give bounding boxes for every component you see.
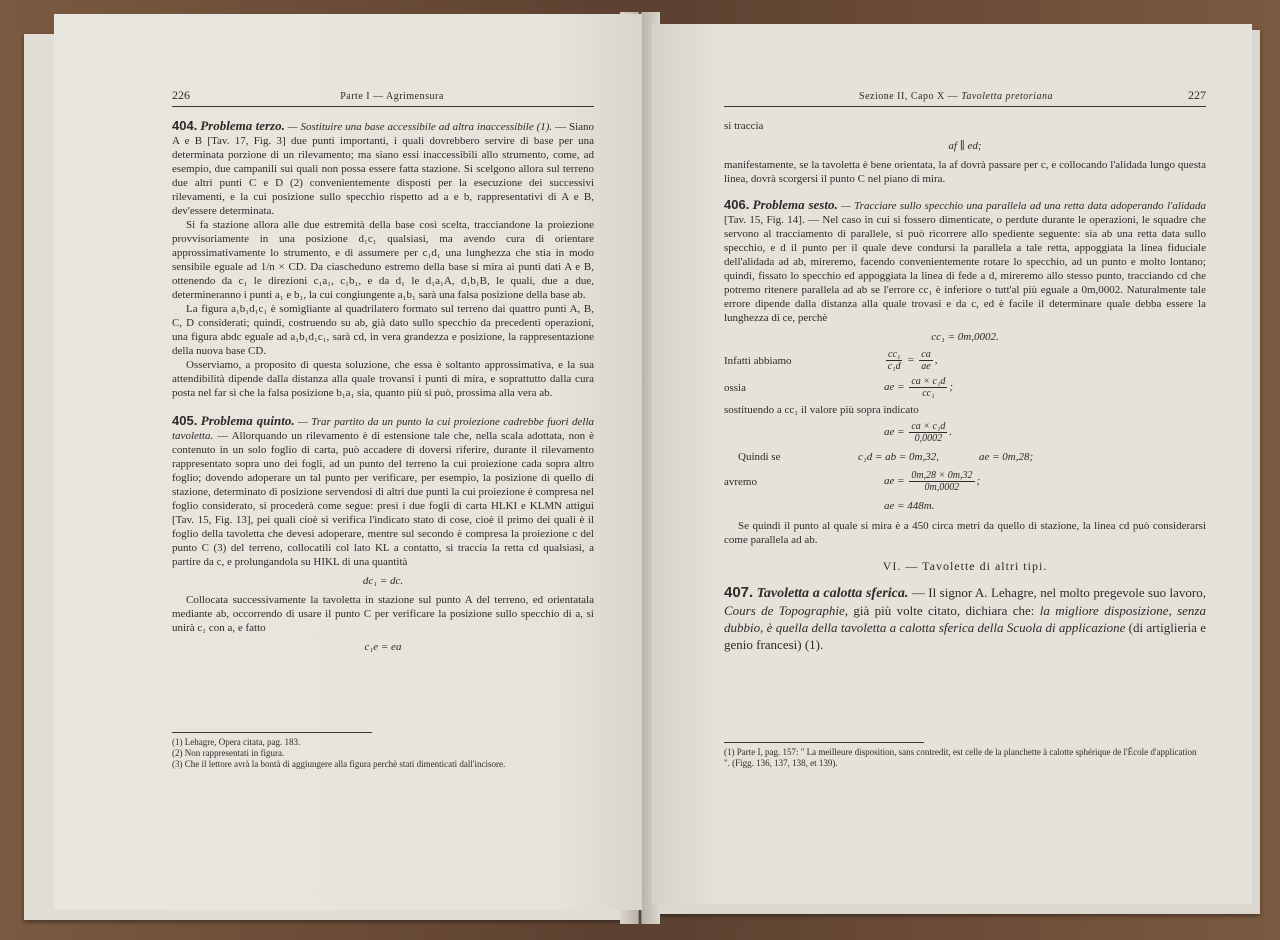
formula-dc1: dc₁ = dc. (362, 575, 404, 587)
section-407-block (724, 584, 1206, 653)
section-405-para-1: — Allorquando un rilevamento è di estensione tale che, nella scala adottata, non è contenuto in un solo foglio di carta, può accadere di doversi riferire, durante il rilevamento rappresentato sopra uno dei fogli, ad un punto del terreno la cui proiezione cada sopra altro foglio; dovendo adoperare un tal punto per verificare, per esempio, la posizione di quello di stazione, determinato di posizione servendosi di altri due punti la cui proiezione è compresa nel foglio considerato, si procederà come segue: presi i due fogli di carta HLKI e KLMN attigui [Tav. 15, Fig. 13], pei quali cioè si verifica l'indicato stato di cose, cioè il primo dei quali è il foglio della tavoletta che devesi adoperare, mentre sul secondo è compresa la proiezione c del punto C (3) del terreno, collocatili col lato KL a contatto, si traccia la retta cd qualsiasi, a partire da c, e prolungandola su HIKL di una quantità (172, 430, 594, 568)
right-header-topic: Tavoletta pretoriana (961, 91, 1053, 102)
left-page (54, 14, 642, 910)
book-title: Cours de Topographie, (724, 603, 849, 618)
section-405-number: 405. (172, 413, 198, 428)
footnote-1: (1) Lehagre, Opera citata, pag. 183. (172, 737, 301, 747)
right-page-number: 227 (1187, 88, 1206, 102)
section-406-number: 406. (724, 197, 750, 212)
footnote-rule (724, 742, 924, 743)
section-406 (724, 198, 1206, 325)
equation-ratio-label: Infatti abbiamo (724, 354, 792, 367)
equation-ae-1-label: ossia (724, 381, 746, 394)
equation-ae-3-label: avremo (724, 475, 757, 488)
left-running-head (172, 88, 594, 107)
fraction-ae-1: $\frac{\text{ca × c₁d}}{\text{cc₁}}$ (911, 376, 946, 399)
fraction-ae-2: $\frac{\text{ca × c₁d}}{0,0002}$ (911, 421, 946, 444)
after-equations-para: Se quindi il punto al quale si mira è a 450 circa metri da quello di stazione, la linea cd può considerarsi come parallela ad ab. (724, 520, 1206, 546)
right-header-title (859, 91, 1053, 102)
section-404-number: 404. (172, 118, 198, 133)
equation-ratio: Infatti abbiamo $\frac{\text{cc₁}}{\text{c₁d}}$ = $\frac{ca}{ae}$ , (724, 349, 938, 372)
left-header-title: Parte I — Agrimensura (340, 91, 444, 102)
equation-result: ae = 448m. (884, 500, 935, 512)
fraction-ae-3: $\frac{0m,28 \times 0m,32}{0m,0002}$ (911, 470, 973, 493)
left-page-number: 226 (172, 88, 190, 102)
section-405-title: Problema quinto. (200, 413, 295, 428)
section-407: 407. Tavoletta a calotta sferica. — Il signor A. Lehagre, nel molto pregevole suo lavoro, Cours de Topographie, già più volte citato, dichiara che: la migliore disposizione, senza dubbio, è quella della tavoletta a calotta sferica della Scuola di applicazione (di artiglieria e genio francesi) (1). (724, 584, 1207, 652)
section-404-desc: — Sostituire una base accessibile ad altra inaccessibile (1). (287, 121, 553, 133)
section-404-title: Problema terzo. (200, 118, 285, 133)
section-407-number: 407. (724, 584, 754, 601)
right-footnotes (724, 742, 1204, 769)
formula-c1e: c₁e = ea (364, 641, 402, 653)
intro-text: si traccia (724, 120, 764, 132)
substitution-text: sostituendo a cc₁ il valore più sopra indicato (724, 404, 919, 416)
continuation-para: manifestamente, se la tavoletta è bene orientata, la af dovrà passare per c, e collocando l'alidada lungo questa linea, dovrà scorgersi il punto C nel piano di mira. (724, 159, 1206, 185)
section-407-title: Tavoletta a calotta sferica. (756, 586, 909, 601)
section-404-para-4: Osserviamo, a proposito di questa soluzione, che essa è soltanto approssimativa, e la sua attendibilità dipende dalla distanza alla quale trovansi i punti di mira, e soprattutto dalla cura posta nel far sì che la falsa posizione b₁a₁ sia, quanto più si può, prossima alla vera ab. (172, 359, 594, 399)
section-406-title: Problema sesto. (752, 197, 838, 212)
section-405-para-2: Collocata successivamente la tavoletta in stazione sul punto A del terreno, ed orientatala mediante ab, occorrendo di usare il punto C per verificare la posizione sullo specchio di a, si unirà c₁ con a, e fatto (172, 594, 594, 634)
footnote-1: (1) Parte I, pag. 157: " La meilleure disposition, sans contredit, est celle de la planchette à calotte sphérique de l'École d'application ". (Figg. 136, 137, 138, et 139). (724, 747, 1197, 768)
section-404-para-2: Si fa stazione allora alle due estremità della base così scelta, tracciandone la proiezione provvisoriamente in una posizione d₁c₁ qualsiasi, ma avendo cura di orientare approssimativamente lo strumento, e di assumere per c₁d₁ una lunghezza che stia in modo sensibile eguale ad 1/n × CD. Da ciascheduno estremo della base si mira ai punti dati A e B, ottenendo da c₁ le direzioni c₁a₁, c₁b₁, e da d₁ le d₁a₁A, d₁b₁B, le quali, due a due, determineranno i punti a₁ e b₁, la cui congiungente a₁b₁ sarà una falsa posizione della base ab. (172, 219, 594, 301)
section-404 (172, 119, 594, 218)
left-footnotes (172, 732, 592, 770)
footnote-3: (3) Che il lettore avrà la bontà di aggiungere alla figura perchè stati dimenticati dall'incisore. (172, 759, 506, 769)
equation-ae-1: ossia ae = $\frac{\text{ca × c₁d}}{\text{cc₁}}$ ; (724, 376, 954, 399)
right-running-head (724, 88, 1206, 107)
subsection-heading: VI. — Tavolette di altri tipi. (882, 559, 1048, 573)
section-404-para-3: La figura a₁b₁d₁c₁ è somigliante al quadrilatero formato sul terreno dai quattro punti A, B, C, D considerati; quindi, costruendo su ab, già dato sullo specchio da precedenti operazioni, una figura abdc eguale ad a₁b₁d₁c₁, sarà cd, in vera grandezza e posizione, la rappresentazione della nuova base CD. (172, 303, 594, 357)
equation-values-label: Quindi se (738, 451, 781, 463)
right-page (652, 24, 1252, 904)
footnote-2: (2) Non rappresentati in figura. (172, 748, 285, 758)
footnote-rule (172, 732, 372, 733)
fraction-left: $\frac{\text{cc₁}}{\text{c₁d}}$ (887, 349, 901, 372)
right-header-section: Sezione II, Capo X — (859, 91, 959, 102)
fraction-right: $\frac{ca}{ae}$ (921, 349, 931, 372)
equation-ae-3: avremo ae = $\frac{0m,28 \times 0m,32}{0m,0002}$ ; (724, 470, 981, 493)
section-406-desc: — Tracciare sullo specchio una parallela ad una retta data adoperando l'alidada (841, 200, 1207, 212)
equation-ae-2: ae = $\frac{\text{ca × c₁d}}{0,0002}$ . (884, 421, 953, 444)
quotation: la migliore disposizione, senza dubbio, è quella della tavoletta a calotta sferica della Scuola di applicazione (724, 603, 1206, 635)
section-406-para-1: [Tav. 15, Fig. 14]. — Nel caso in cui si fossero dimenticate, o perdute durante le operazioni, le squadre che servono al tracciamento di parallele, si può ricorrere allo spediente seguente: sia ab una retta data sullo specchio, e d il punto per il quale deve condursi la parallela a tale retta, appoggiata la linea fiduciale dell'alidada ad ab, mireremo, facendo convenientemente rotare lo specchio, ad un punto e molto lontano; quindi, fissato lo specchio ed appoggiata la linea di fede a d, mireremo allo stesso punto, tracciando cd che potremo ritenere parallela ad ab se l'errore cc₁ è inferiore o tutt'al più eguale a 0m,0002. Naturalmente tale errore dipende dalla distanza alla quale trovasi e da c, ed è facile il determinare quale debba essere la lunghezza di ce, perchè (724, 214, 1206, 324)
section-405 (172, 414, 594, 569)
equation-cc1: cc₁ = 0m,0002. (931, 331, 999, 343)
equation-values: Quindi se c₁d = ab = 0m,32, ae = 0m,28; (724, 448, 1206, 466)
section-404-para-1: — Siano A e B [Tav. 17, Fig. 3] due punti importanti, i quali dovrebbero servire di base per una determinata porzione di un rilevamento; ma siano essi inaccessibili allo strumento, come, ad esempio, due campanili sui quali non possa essere fatta stazione. Si scelgono allora sul terreno due altri punti C e D (2) convenientemente disposti per la esecuzione dei successivi rilevamenti, e la cui posizione sullo specchio rispetto ad a e b, rappresentativi di A e B, dev'essere determinata. (172, 121, 595, 217)
section-405-desc: — Trar partito da un punto la cui proiezione cadrebbe fuori della tavoletta. (172, 416, 595, 442)
formula-af-parallel: af ∥ ed; (948, 140, 982, 152)
